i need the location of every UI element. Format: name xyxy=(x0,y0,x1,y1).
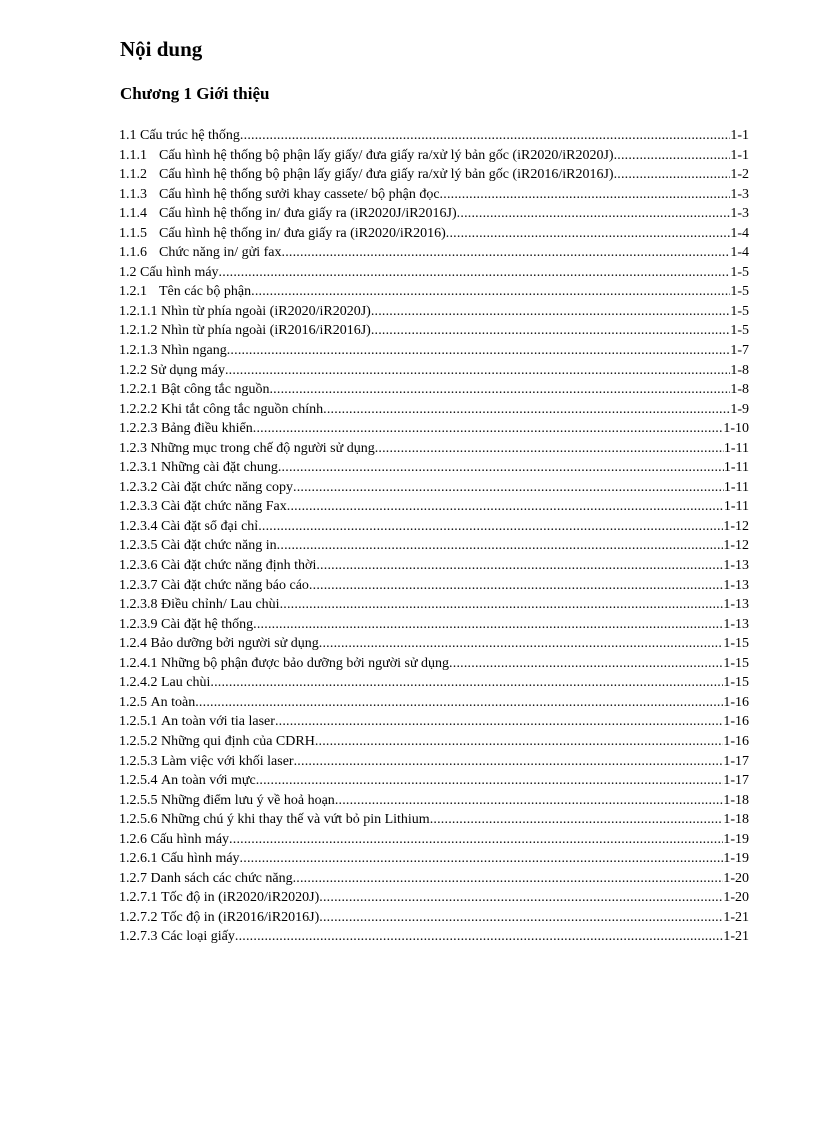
toc-entry-number: 1.2.1.3 xyxy=(119,343,158,359)
toc-entry-page: 1-5 xyxy=(730,284,749,300)
toc-entry-page: 1-20 xyxy=(723,890,749,906)
toc-leader-dots xyxy=(316,556,723,576)
toc-entry-number: 1.2.4.2 xyxy=(119,675,158,691)
toc-entry-page: 1-16 xyxy=(723,694,749,710)
toc-entry-number: 1.2.3.8 xyxy=(119,597,158,613)
toc-entry-page: 1-5 xyxy=(730,303,749,319)
toc-leader-dots xyxy=(251,282,730,302)
toc-leader-dots xyxy=(275,712,723,732)
toc-entry-title: Cài đặt chức năng định thời xyxy=(161,558,317,574)
toc-entry-number: 1.2.3.6 xyxy=(119,558,158,574)
toc-leader-dots xyxy=(293,869,724,889)
toc-leader-dots xyxy=(256,771,724,791)
toc-entry-title: An toàn với tia laser xyxy=(161,714,275,730)
toc-entry-number: 1.2.6.1 xyxy=(119,851,158,867)
toc-entry[interactable] xyxy=(119,673,749,693)
toc-leader-dots xyxy=(323,400,730,420)
toc-entry-title: Cấu hình hệ thống sưởi khay cassete/ bộ phận đọc xyxy=(159,186,440,202)
toc-entry[interactable] xyxy=(119,712,749,732)
toc-entry[interactable] xyxy=(119,419,749,439)
toc-leader-dots xyxy=(375,439,724,459)
toc-entry-number: 1.2 xyxy=(119,264,137,280)
toc-entry[interactable] xyxy=(119,380,749,400)
toc-entry-number: 1.1.1 xyxy=(119,147,147,163)
toc-entry-number: 1.2.3.9 xyxy=(119,616,158,632)
toc-entry[interactable] xyxy=(119,810,749,830)
toc-entry-page: 1-1 xyxy=(730,147,749,163)
toc-entry-page: 1-21 xyxy=(723,929,749,945)
chapter-heading: Chương 1 Giới thiệu xyxy=(120,84,270,103)
toc-entry-title: Cấu hình máy xyxy=(140,264,219,280)
page-title: Nội dung xyxy=(120,37,203,61)
toc-entry-number: 1.2.3.4 xyxy=(119,518,158,534)
toc-entry-number: 1.2.2 xyxy=(119,362,147,378)
toc-leader-dots xyxy=(240,126,730,146)
toc-entry[interactable] xyxy=(119,752,749,772)
toc-entry-number: 1.1.4 xyxy=(119,206,147,222)
toc-entry[interactable] xyxy=(119,146,749,166)
toc-entry-number: 1.2.7.1 xyxy=(119,890,158,906)
toc-entry-page: 1-11 xyxy=(723,479,749,495)
toc-entry-number: 1.2.5.3 xyxy=(119,753,158,769)
toc-leader-dots xyxy=(278,458,724,478)
toc-leader-dots xyxy=(319,888,723,908)
toc-entry-title: Những cài đặt chung xyxy=(161,460,278,476)
toc-entry-title: Cấu hình hệ thống bộ phận lấy giấy/ đưa giấy ra/xử lý bản gốc (iR2016/iR2016J) xyxy=(159,167,614,183)
toc-entry-number: 1.2.1 xyxy=(119,284,147,300)
toc-leader-dots xyxy=(335,791,724,811)
toc-entry-number: 1.2.5 xyxy=(119,694,147,710)
toc-entry[interactable] xyxy=(119,732,749,752)
toc-entry-number: 1.2.3.7 xyxy=(119,577,158,593)
toc-entry-number: 1.2.6 xyxy=(119,831,147,847)
toc-leader-dots xyxy=(614,165,731,185)
toc-entry-page: 1-19 xyxy=(723,831,749,847)
toc-entry-page: 1-15 xyxy=(723,636,749,652)
toc-leader-dots xyxy=(449,654,723,674)
table-of-contents xyxy=(119,126,749,947)
toc-entry[interactable] xyxy=(119,791,749,811)
toc-entry[interactable] xyxy=(119,243,749,263)
toc-leader-dots xyxy=(219,263,731,283)
toc-entry-title: An toàn với mực xyxy=(161,773,256,789)
toc-entry-page: 1-1 xyxy=(730,128,749,143)
toc-entry-number: 1.1 xyxy=(119,128,137,143)
toc-entry-title: Nhìn ngang xyxy=(161,343,227,359)
toc-entry-number: 1.1.6 xyxy=(119,245,147,261)
toc-entry-page: 1-13 xyxy=(723,558,749,574)
toc-entry-page: 1-11 xyxy=(723,499,749,515)
toc-entry[interactable] xyxy=(119,321,749,341)
toc-entry-page: 1-7 xyxy=(730,343,749,359)
toc-entry-number: 1.2.3 xyxy=(119,440,147,456)
toc-entry-page: 1-8 xyxy=(730,382,749,398)
toc-entry-title: Cài đặt chức năng in xyxy=(161,538,277,554)
toc-leader-dots xyxy=(240,849,724,869)
toc-entry-page: 1-3 xyxy=(730,186,749,202)
toc-entry-number: 1.2.3.2 xyxy=(119,479,158,495)
toc-entry[interactable] xyxy=(119,282,749,302)
toc-entry-title: Những qui định của CDRH xyxy=(161,733,315,749)
toc-entry-number: 1.2.2.3 xyxy=(119,421,158,437)
toc-entry-page: 1-13 xyxy=(723,597,749,613)
toc-entry-number: 1.1.2 xyxy=(119,167,147,183)
toc-entry[interactable] xyxy=(119,595,749,615)
toc-leader-dots xyxy=(280,595,724,615)
toc-entry[interactable] xyxy=(119,849,749,869)
toc-entry-page: 1-5 xyxy=(730,264,749,280)
toc-leader-dots xyxy=(315,732,724,752)
toc-leader-dots xyxy=(309,576,723,596)
toc-entry-title: Cấu hình hệ thống in/ đưa giấy ra (iR2020J/iR2016J) xyxy=(159,206,457,222)
toc-entry-page: 1-11 xyxy=(723,440,749,456)
toc-leader-dots xyxy=(269,380,730,400)
toc-entry[interactable] xyxy=(119,204,749,224)
toc-entry-page: 1-5 xyxy=(730,323,749,339)
toc-entry-page: 1-4 xyxy=(730,245,749,261)
toc-entry-title: Nhìn từ phía ngoài (iR2016/iR2016J) xyxy=(161,323,371,339)
toc-entry-page: 1-16 xyxy=(723,714,749,730)
toc-entry[interactable] xyxy=(119,478,749,498)
toc-entry-title: Cài đặt hệ thống xyxy=(161,616,254,632)
toc-entry-title: Lau chùi xyxy=(161,675,211,691)
toc-entry[interactable] xyxy=(119,927,749,947)
toc-leader-dots xyxy=(287,497,724,517)
toc-entry[interactable] xyxy=(119,224,749,244)
toc-entry-page: 1-2 xyxy=(730,167,749,183)
toc-entry-title: Cài đặt sổ đại chỉ xyxy=(161,518,259,534)
toc-entry[interactable] xyxy=(119,517,749,537)
toc-leader-dots xyxy=(457,204,731,224)
toc-entry-page: 1-18 xyxy=(723,812,749,828)
toc-leader-dots xyxy=(210,673,723,693)
toc-entry[interactable] xyxy=(119,869,749,889)
toc-entry[interactable] xyxy=(119,341,749,361)
toc-entry[interactable] xyxy=(119,615,749,635)
toc-entry-title: Danh sách các chức năng xyxy=(150,870,293,886)
toc-entry-page: 1-17 xyxy=(723,773,749,789)
toc-entry-title: Cấu hình máy xyxy=(161,851,240,867)
toc-entry-number: 1.2.5.2 xyxy=(119,733,158,749)
toc-entry-number: 1.1.3 xyxy=(119,186,147,202)
toc-entry-title: Các loại giấy xyxy=(161,929,235,945)
toc-entry-page: 1-19 xyxy=(723,851,749,867)
toc-entry[interactable] xyxy=(119,830,749,850)
toc-entry-title: Làm việc với khối laser xyxy=(161,753,294,769)
toc-entry-number: 1.2.1.1 xyxy=(119,303,158,319)
toc-entry[interactable] xyxy=(119,556,749,576)
toc-entry-page: 1-13 xyxy=(723,577,749,593)
toc-leader-dots xyxy=(253,615,723,635)
toc-entry-page: 1-16 xyxy=(723,733,749,749)
toc-entry[interactable] xyxy=(119,263,749,283)
toc-entry-page: 1-20 xyxy=(723,870,749,886)
toc-entry-page: 1-9 xyxy=(730,401,749,417)
toc-entry-page: 1-8 xyxy=(730,362,749,378)
toc-entry-page: 1-21 xyxy=(723,909,749,925)
toc-leader-dots xyxy=(294,752,724,772)
toc-entry-title: Cấu hình hệ thống in/ đưa giấy ra (iR2020/iR2016) xyxy=(159,225,446,241)
toc-entry[interactable] xyxy=(119,654,749,674)
toc-entry[interactable] xyxy=(119,576,749,596)
toc-entry[interactable] xyxy=(119,439,749,459)
toc-entry-number: 1.2.4 xyxy=(119,636,147,652)
toc-entry[interactable] xyxy=(119,693,749,713)
toc-entry[interactable] xyxy=(119,126,749,146)
toc-entry-page: 1-4 xyxy=(730,225,749,241)
toc-entry[interactable] xyxy=(119,536,749,556)
toc-leader-dots xyxy=(293,478,724,498)
toc-leader-dots xyxy=(229,830,723,850)
toc-entry-title: Cài đặt chức năng báo cáo xyxy=(161,577,309,593)
toc-leader-dots xyxy=(235,927,723,947)
toc-entry-title: Những mục trong chế độ người sử dụng xyxy=(150,440,375,456)
toc-entry-title: Điều chỉnh/ Lau chùi xyxy=(161,597,280,613)
toc-entry-title: Cài đặt chức năng Fax xyxy=(161,499,287,515)
toc-entry[interactable] xyxy=(119,888,749,908)
toc-entry[interactable] xyxy=(119,771,749,791)
toc-entry-title: Những chú ý khi thay thế và vứt bỏ pin Lithium xyxy=(161,812,430,828)
toc-leader-dots xyxy=(227,341,731,361)
toc-leader-dots xyxy=(282,243,731,263)
toc-entry-page: 1-10 xyxy=(723,421,749,437)
toc-entry[interactable] xyxy=(119,361,749,381)
toc-entry-page: 1-12 xyxy=(723,538,749,554)
toc-entry[interactable] xyxy=(119,908,749,928)
toc-entry[interactable] xyxy=(119,302,749,322)
toc-entry[interactable] xyxy=(119,185,749,205)
toc-entry-number: 1.2.5.1 xyxy=(119,714,158,730)
toc-entry[interactable] xyxy=(119,400,749,420)
toc-leader-dots xyxy=(258,517,723,537)
toc-entry-title: Cài đặt chức năng copy xyxy=(161,479,293,495)
toc-entry-number: 1.2.3.1 xyxy=(119,460,158,476)
toc-entry-title: Sử dụng máy xyxy=(150,362,225,378)
toc-entry-number: 1.2.7 xyxy=(119,870,147,886)
toc-leader-dots xyxy=(225,361,730,381)
toc-entry-title: Khi tắt công tắc nguồn chính xyxy=(161,401,324,417)
toc-entry-title: Nhìn từ phía ngoài (iR2020/iR2020J) xyxy=(161,303,371,319)
toc-entry-title: Tên các bộ phận xyxy=(159,284,252,300)
toc-entry-page: 1-12 xyxy=(723,518,749,534)
toc-entry-title: Tốc độ in (iR2016/iR2016J) xyxy=(161,909,320,925)
toc-entry-title: Những điểm lưu ý về hoả hoạn xyxy=(161,792,335,808)
toc-entry-page: 1-15 xyxy=(723,655,749,671)
toc-entry-number: 1.2.2.1 xyxy=(119,382,158,398)
toc-entry-page: 1-17 xyxy=(723,753,749,769)
toc-entry-title: Tốc độ in (iR2020/iR2020J) xyxy=(161,890,320,906)
toc-leader-dots xyxy=(371,321,731,341)
toc-entry-title: Bảng điều khiển xyxy=(161,421,253,437)
toc-entry-number: 1.2.4.1 xyxy=(119,655,158,671)
toc-entry-page: 1-3 xyxy=(730,206,749,222)
toc-entry-title: Bảo dưỡng bởi người sử dụng xyxy=(150,636,319,652)
toc-entry-number: 1.2.7.3 xyxy=(119,929,158,945)
toc-entry-title: Bật công tắc nguồn xyxy=(161,382,270,398)
toc-entry-number: 1.2.2.2 xyxy=(119,401,158,417)
toc-entry-page: 1-13 xyxy=(723,616,749,632)
toc-entry-number: 1.2.3.3 xyxy=(119,499,158,515)
toc-entry-title: Cấu trúc hệ thống xyxy=(140,128,240,143)
toc-entry-number: 1.2.3.5 xyxy=(119,538,158,554)
toc-entry-title: Cấu hình hệ thống bộ phận lấy giấy/ đưa giấy ra/xử lý bản gốc (iR2020/iR2020J) xyxy=(159,147,614,163)
toc-entry-page: 1-15 xyxy=(723,675,749,691)
toc-entry-number: 1.2.7.2 xyxy=(119,909,158,925)
toc-entry-number: 1.2.5.5 xyxy=(119,792,158,808)
toc-leader-dots xyxy=(440,185,731,205)
toc-entry[interactable] xyxy=(119,165,749,185)
toc-leader-dots xyxy=(446,224,731,244)
toc-entry-number: 1.2.5.4 xyxy=(119,773,158,789)
toc-entry-title: Những bộ phận được bảo dưỡng bởi người sử dụng xyxy=(161,655,450,671)
toc-entry-number: 1.2.5.6 xyxy=(119,812,158,828)
toc-leader-dots xyxy=(614,146,731,166)
toc-entry-number: 1.2.1.2 xyxy=(119,323,158,339)
toc-leader-dots xyxy=(371,302,731,322)
toc-entry-page: 1-11 xyxy=(723,460,749,476)
toc-leader-dots xyxy=(430,810,724,830)
toc-entry-number: 1.1.5 xyxy=(119,225,147,241)
toc-entry-title: Chức năng in/ gửi fax xyxy=(159,245,282,261)
toc-entry[interactable] xyxy=(119,634,749,654)
toc-leader-dots xyxy=(253,419,724,439)
toc-leader-dots xyxy=(195,693,723,713)
toc-leader-dots xyxy=(319,908,723,928)
toc-entry[interactable] xyxy=(119,497,749,517)
toc-leader-dots xyxy=(277,536,724,556)
toc-entry-title: An toàn xyxy=(150,694,196,710)
toc-entry-title: Cấu hình máy xyxy=(150,831,230,847)
toc-entry[interactable] xyxy=(119,458,749,478)
toc-leader-dots xyxy=(319,634,724,654)
toc-entry-page: 1-18 xyxy=(723,792,749,808)
